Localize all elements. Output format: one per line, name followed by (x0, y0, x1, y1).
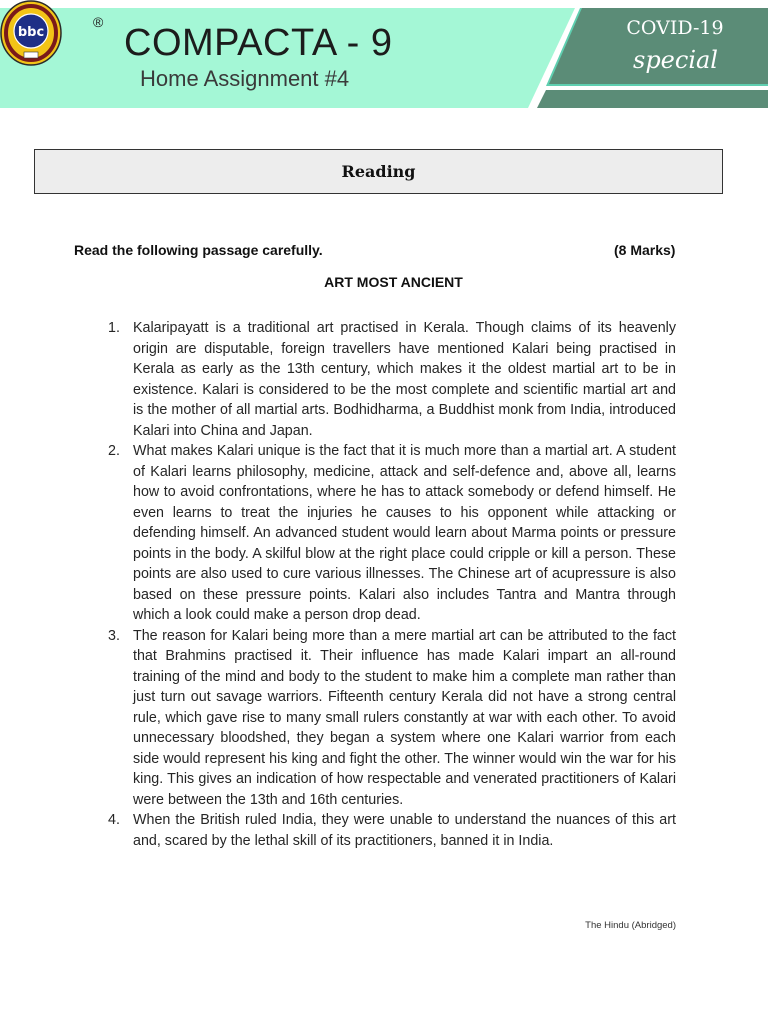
bbc-logo (0, 0, 62, 66)
marks-label: (8 Marks) (614, 242, 676, 258)
registered-mark: ® (93, 14, 104, 30)
paragraph-text: What makes Kalari unique is the fact that it is much more than a martial art. A student of Kalari learns philosophy, medicine, attack and self-defence and, above all, learns how to avoid confrontations, where he has to attack somebody or defend himself. He even learns to treat the injuries he causes to his opponent while attacking or defending himself. An advanced student would learn about Marma points or pressure points in the body. A skilful blow at the right place could cripple or kill a person. These points are also used to cure various illnesses. The Chinese art of acupressure is also based on these pressure points. Kalari also includes Tantra and Mantra through which a look could make a person drop dead. (133, 443, 676, 623)
paragraph-number: 1. (108, 320, 120, 336)
paragraph-item (108, 318, 676, 441)
paragraph-text: Kalaripayatt is a traditional art practised in Kerala. Though claims of its heavenly origin are disputable, foreign travellers have mentioned Kalari being practised in Kerala as early as the 13th century, which makes it the oldest martial art to be in existence. Kalari is considered to be the most complete and scientific martial art and is the mother of all martial arts. Bodhidharma, a Buddhist monk from India, introduced Kalari into China and Japan. (133, 320, 676, 439)
paragraph-number: 4. (108, 812, 120, 828)
section-heading-box (34, 149, 723, 194)
paragraph-text: When the British ruled India, they were unable to understand the nuances of this art and, scared by the lethal skill of its practitioners, banned it in India. (133, 812, 676, 849)
covid-badge-label: COVID-19 (626, 17, 724, 39)
assignment-subtitle: Home Assignment #4 (140, 66, 350, 91)
paragraph-number: 2. (108, 443, 120, 459)
paragraph-text: The reason for Kalari being more than a mere martial art can be attributed to the fact that Brahmins practised it. Their influence has made Kalari impart an all-round training of the mind and body to the student to make him a complete man rather than just turn out savage warriors. Fifteenth century Kerala did not have a strong central rule, which gave rise to many small rulers constantly at war with each other. To avoid unnecessary bloodshed, they began a system where one Kalari warrior from each side would represent his king and fight the other. The winner would win the war for his king. This gives an indication of how respectable and venerated practitioners of Kalari were between the 13th and 16th centuries. (133, 627, 676, 808)
header-banner (0, 0, 768, 110)
paragraph-number: 3. (108, 627, 120, 644)
instruction-text: Read the following passage carefully. (74, 242, 323, 258)
paragraph-item (108, 626, 676, 811)
section-title: Reading (341, 162, 416, 181)
paragraph-item (108, 441, 676, 626)
teal-bar (537, 90, 768, 108)
source-citation: The Hindu (Abridged) (585, 920, 676, 931)
passage-title: ART MOST ANCIENT (324, 274, 463, 290)
passage-list (108, 318, 676, 851)
paragraph-item (108, 810, 676, 851)
svg-text:bbc: bbc (17, 25, 45, 40)
brand-title: COMPACTA - 9 (124, 22, 393, 64)
special-badge-label: special (633, 46, 718, 74)
